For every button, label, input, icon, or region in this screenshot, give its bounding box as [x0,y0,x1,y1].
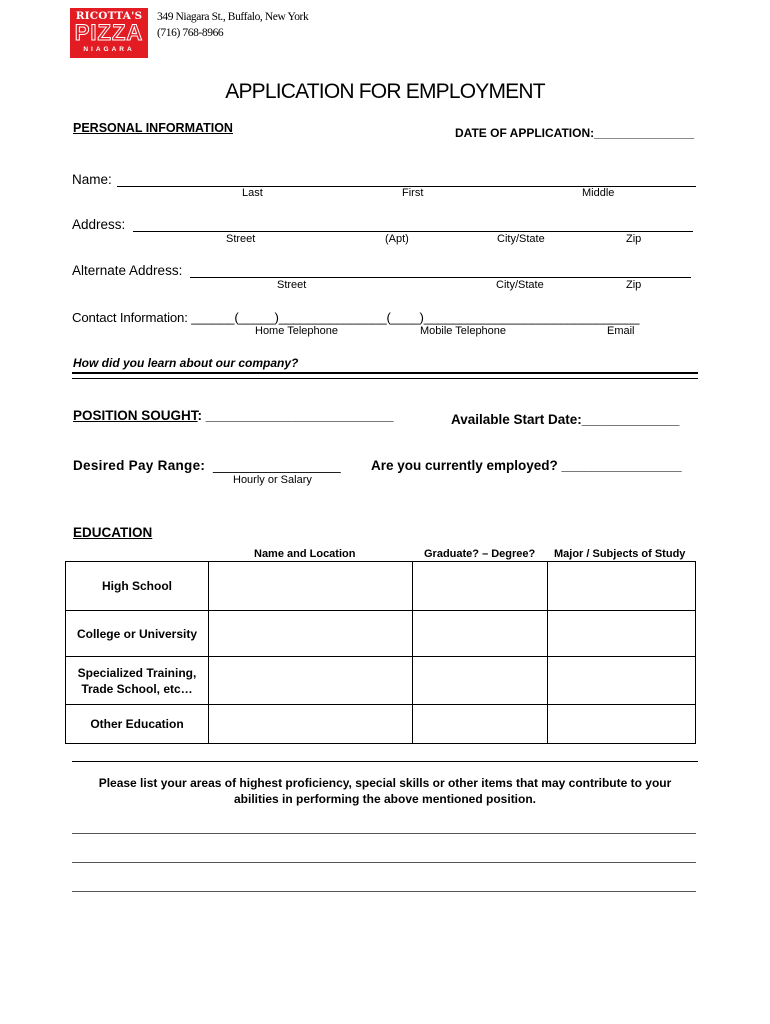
contact-sub-email: Email [607,325,635,337]
edu-cell-graduate-degree[interactable] [413,562,548,611]
alt-address-sub-street: Street [277,279,307,291]
table-row [66,705,696,744]
company-address: 349 Niagara St., Buffalo, New York [157,11,309,23]
edu-col-major-subjects: Major / Subjects of Study [554,548,686,560]
contact-sub-mobile-telephone: Mobile Telephone [420,325,507,337]
skills-prompt-line-1: Please list your areas of highest proficiency, special skills or other items that may contribute to your [98,776,672,790]
edu-row-label-college: College or University [66,611,209,657]
name-sub-middle: Middle [582,187,615,199]
section-divider-skills [72,761,698,762]
edu-cell-graduate-degree[interactable] [413,657,548,705]
edu-row-label-specialized-training: Specialized Training, Trade School, etc… [66,657,209,705]
address-sub-apt: (Apt) [385,233,409,245]
section-education: EDUCATION [73,525,153,540]
edu-cell-name-location[interactable] [209,705,413,744]
edu-cell-name-location[interactable] [209,611,413,657]
pay-range-sub-hourly-salary: Hourly or Salary [233,474,312,486]
edu-col-graduate-degree: Graduate? – Degree? [424,548,536,560]
name-label: Name: [72,172,112,187]
edu-cell-graduate-degree[interactable] [413,705,548,744]
page-title: APPLICATION FOR EMPLOYMENT [225,80,545,103]
skills-prompt-line-2: abilities in performing the above mentioned position. [233,792,537,806]
edu-cell-name-location[interactable] [209,657,413,705]
skills-answer-line[interactable] [72,833,696,834]
name-sub-first: First [402,187,424,199]
company-logo [70,8,148,58]
logo-line-2: PIZZA [74,20,144,45]
contact-sub-home-telephone: Home Telephone [255,325,338,337]
edu-cell-major[interactable] [548,705,696,744]
alt-address-sub-zip: Zip [626,279,642,291]
section-personal-information: PERSONAL INFORMATION [73,121,233,135]
edu-cell-major[interactable] [548,562,696,611]
position-sought-blank: : _________________________ [197,408,394,423]
position-sought-label: POSITION SOUGHT [73,408,198,423]
logo-line-3: NIAGARA [83,46,135,53]
date-of-application[interactable]: DATE OF APPLICATION:_______________ [455,126,695,140]
section-divider [72,378,698,379]
contact-information-field[interactable]: Contact Information: ______(_____)_______________(____)______________________________ [72,310,640,325]
skills-answer-line[interactable] [72,862,696,863]
education-table [65,561,696,744]
table-row [66,562,696,611]
name-sub-last: Last [242,187,263,199]
address-label: Address: [72,217,126,232]
learn-about-company-label: How did you learn about our company? [73,356,299,370]
position-sought-field[interactable] [73,408,393,423]
learn-about-company-field[interactable] [72,372,698,374]
currently-employed-field[interactable]: Are you currently employed? ________________ [371,458,682,473]
desired-pay-range-label: Desired Pay Range: [73,458,206,473]
table-row [66,611,696,657]
edu-cell-name-location[interactable] [209,562,413,611]
address-field[interactable] [133,231,693,232]
edu-col-name-location: Name and Location [254,548,356,560]
edu-row-label-high-school: High School [66,562,209,611]
edu-cell-graduate-degree[interactable] [413,611,548,657]
address-sub-zip: Zip [626,233,642,245]
company-phone: (716) 768-8966 [157,27,224,39]
desired-pay-range-field[interactable]: _________________ [213,458,341,473]
edu-cell-major[interactable] [548,657,696,705]
edu-cell-major[interactable] [548,611,696,657]
table-row [66,657,696,705]
alternate-address-field[interactable] [190,277,691,278]
alt-address-sub-city-state: City/State [496,279,544,291]
alternate-address-label: Alternate Address: [72,263,183,278]
address-sub-city-state: City/State [497,233,545,245]
skills-answer-line[interactable] [72,891,696,892]
logo-line-1: RICOTTA'S [75,10,143,22]
edu-row-label-other-education: Other Education [66,705,209,744]
address-sub-street: Street [226,233,256,245]
available-start-date-field[interactable]: Available Start Date:_____________ [451,412,680,427]
